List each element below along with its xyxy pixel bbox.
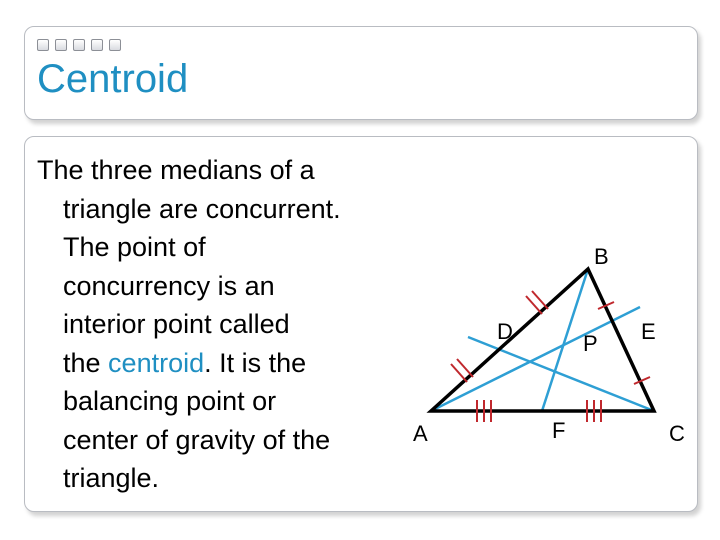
dot-icon xyxy=(91,39,103,51)
median-a xyxy=(431,307,640,411)
dot-icon xyxy=(109,39,121,51)
centroid-diagram xyxy=(413,241,693,451)
label-b: B xyxy=(594,244,609,269)
body-line: balancing point or xyxy=(63,386,277,416)
label-a: A xyxy=(413,421,428,446)
triangle xyxy=(431,269,654,411)
body-line-prefix: the xyxy=(63,347,109,378)
title-panel xyxy=(24,26,698,120)
dot-icon xyxy=(37,39,49,51)
label-f: F xyxy=(552,418,566,443)
dot-icon xyxy=(55,39,67,51)
window-dots xyxy=(37,39,121,51)
body-line-suffix: . It is the xyxy=(204,347,307,378)
body-line: concurrency is an xyxy=(63,270,275,301)
body-line: triangle. xyxy=(63,463,160,493)
body-line-centroid xyxy=(37,344,407,383)
body-line: center of gravity of the xyxy=(63,424,331,455)
dot-icon xyxy=(73,39,85,51)
body-line: The three medians of a xyxy=(37,155,315,185)
body-text xyxy=(37,151,407,498)
body-line: The point of xyxy=(63,232,206,262)
body-line: interior point called xyxy=(63,309,290,339)
content-panel xyxy=(24,136,698,512)
label-e: E xyxy=(641,319,656,344)
label-c: C xyxy=(669,421,685,446)
centroid-term: centroid xyxy=(108,347,205,378)
body-line: triangle are concurrent. xyxy=(63,193,341,224)
slide-title: Centroid xyxy=(37,57,189,101)
label-d: D xyxy=(497,319,513,344)
label-p: P xyxy=(583,331,598,356)
